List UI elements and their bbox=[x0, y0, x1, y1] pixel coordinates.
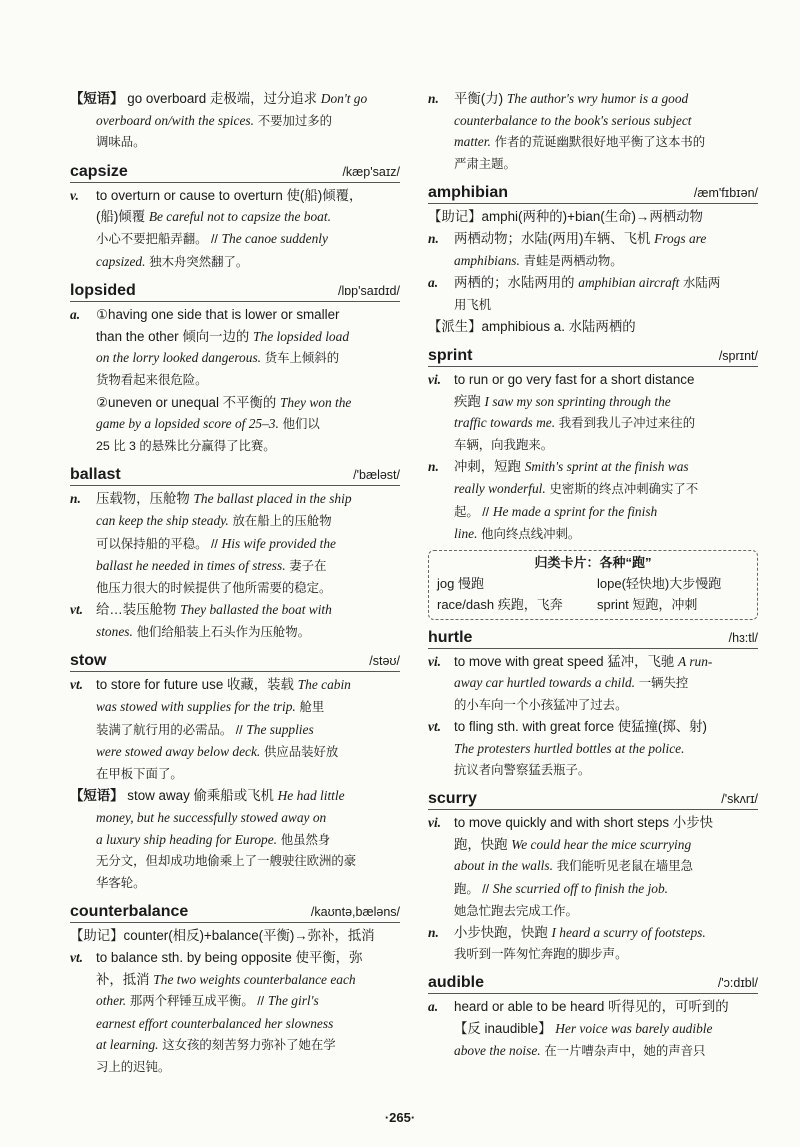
example-en: The supplies bbox=[246, 721, 314, 737]
example-zh: 我听到一阵匆忙奔跑的脚步声。 bbox=[454, 946, 628, 961]
example-en: counterbalance to the book's serious subject bbox=[454, 112, 692, 128]
example-zh: 华客轮。 bbox=[96, 875, 146, 890]
example-en: He had little bbox=[277, 788, 345, 804]
phrase-text: go overboard 走极端，过分追求 bbox=[127, 91, 318, 106]
definition: 补，抵消 bbox=[96, 971, 150, 987]
definition: 给…装压舱物 bbox=[96, 602, 177, 618]
example-zh: 我们能听见老鼠在墙里急 bbox=[556, 859, 693, 874]
example-en: His wife provided the bbox=[221, 535, 336, 551]
pos-label: vt. bbox=[70, 677, 84, 693]
pos-label: n. bbox=[428, 91, 439, 106]
example-zh: 他们给船装上石头作为压舱物。 bbox=[136, 624, 311, 639]
phonetic: /sprɪnt/ bbox=[718, 348, 758, 363]
phrase-text: stow away 偷乘船或飞机 bbox=[127, 788, 274, 804]
definition: to balance sth. by being opposite 使平衡，弥 bbox=[96, 950, 363, 965]
left-column bbox=[70, 88, 400, 1079]
definition: 跑，快跑 bbox=[454, 836, 508, 852]
example-zh: 青蛙是两栖动物。 bbox=[523, 253, 623, 268]
example-en: stones. bbox=[96, 623, 133, 639]
example-en: We could hear the mice scurrying bbox=[511, 836, 692, 852]
example-zh: 妻子在 bbox=[289, 559, 327, 574]
example-en: I heard a scurry of footsteps. bbox=[551, 925, 706, 941]
definition: 两栖的；水陆两用的 bbox=[454, 275, 575, 291]
example-zh: 舱里 bbox=[299, 700, 325, 715]
example-zh: 的小车向一个小孩猛冲了过去。 bbox=[454, 697, 628, 712]
example-zh: 车辆，向我跑来。 bbox=[454, 437, 554, 452]
example-zh: 习上的迟钝。 bbox=[96, 1059, 171, 1074]
example-zh: 货物看起来很危险。 bbox=[96, 372, 208, 387]
example-en: amphibians. bbox=[454, 252, 520, 268]
entry-hurtle bbox=[428, 629, 758, 782]
example-en: game by a lopsided score of 25–3. bbox=[96, 416, 279, 432]
definition: to move with great speed 猛冲，飞驰 bbox=[454, 653, 675, 669]
example-zh: 严肃主题。 bbox=[454, 156, 516, 171]
pos-label: n. bbox=[428, 230, 439, 246]
phonetic: /kaʊntə,bæləns/ bbox=[310, 905, 400, 920]
phrase-block-overboard bbox=[70, 88, 400, 154]
example-en: money, but he successfully stowed away on bbox=[96, 810, 327, 826]
headword-bar bbox=[70, 282, 400, 302]
mnemonic: 【助记】amphi(两种的)+bian(生命)→两栖动物 bbox=[428, 209, 703, 225]
headword: capsize bbox=[70, 162, 128, 180]
example-zh: 小心不要把船弄翻。 // bbox=[96, 231, 218, 246]
pos-label: a. bbox=[428, 999, 439, 1015]
card-item: race/dash 疾跑，飞奔 bbox=[437, 596, 563, 612]
example-zh: 一辆失控 bbox=[638, 676, 689, 691]
entry-scurry bbox=[428, 790, 758, 965]
example-en: She scurried off to finish the job. bbox=[492, 881, 669, 897]
card-item: jog 慢跑 bbox=[437, 575, 484, 591]
example-en: was stowed with supplies for the trip. bbox=[96, 699, 296, 715]
headword: counterbalance bbox=[70, 903, 189, 921]
counterbalance-continued bbox=[428, 88, 758, 175]
pos-label: vi. bbox=[428, 815, 442, 831]
example-en: The protesters hurtled bottles at the police. bbox=[454, 741, 685, 757]
example-en: Smith's sprint at the finish was bbox=[524, 459, 689, 475]
headword-bar bbox=[70, 903, 400, 923]
definition: ①having one side that is lower or smaller bbox=[96, 307, 340, 323]
card-title: 归类卡片：各种“跑” bbox=[534, 554, 652, 570]
pos-label: n. bbox=[70, 491, 81, 507]
example-zh: 可以保持船的平稳。 // bbox=[96, 536, 218, 551]
phrase-label: 【短语】 bbox=[70, 91, 124, 106]
entry-sprint bbox=[428, 347, 758, 546]
example-en: other. bbox=[96, 993, 127, 1009]
example-en: traffic towards me. bbox=[454, 415, 556, 431]
example-en: The author's wry humor is a good bbox=[506, 91, 689, 106]
definition: to store for future use 收藏，装载 bbox=[96, 677, 294, 693]
headword: ballast bbox=[70, 466, 121, 484]
definition: than the other 倾向一边的 bbox=[96, 328, 250, 344]
headword: sprint bbox=[428, 346, 473, 364]
headword-bar bbox=[428, 184, 758, 204]
pos-label: a. bbox=[428, 275, 439, 291]
definition: 疾跑 bbox=[454, 393, 481, 409]
example-en: The girl's bbox=[267, 993, 319, 1009]
headword: stow bbox=[70, 652, 107, 670]
example-en: on the lorry looked dangerous. bbox=[96, 350, 262, 366]
example-zh: 货车上倾斜的 bbox=[264, 351, 340, 366]
example-zh: 起。 // bbox=[454, 504, 490, 519]
headword: amphibian bbox=[428, 184, 509, 202]
entry-ballast bbox=[70, 466, 400, 643]
example-zh: 我看到我儿子冲过来往的 bbox=[558, 416, 696, 431]
example-zh: 无分文，但却成功地偷乘上了一艘驶往欧洲的豪 bbox=[96, 854, 357, 869]
definition: to overturn or cause to overturn 使(船)倾覆， bbox=[96, 187, 363, 203]
example-en: The two weights counterbalance each bbox=[153, 971, 356, 987]
definition: 冲刺，短跑 bbox=[454, 459, 521, 475]
phonetic: /kæp'saɪz/ bbox=[342, 164, 400, 179]
card-item: lope(轻快地)大步慢跑 bbox=[597, 575, 722, 591]
example-zh: 在甲板下面了。 bbox=[96, 766, 183, 781]
card-row bbox=[437, 573, 749, 594]
phonetic: /hɜ:tl/ bbox=[728, 630, 758, 645]
antonym: 【反 inaudible】 bbox=[454, 1021, 552, 1036]
definition: to fling sth. with great force 使猛撞(掷、射) bbox=[454, 719, 708, 735]
example-zh: 用飞机 bbox=[454, 297, 492, 312]
definition: 小步快跑，快跑 bbox=[454, 925, 548, 941]
pos-label: vt. bbox=[70, 950, 84, 965]
example-zh: 抗议者向警察猛丢瓶子。 bbox=[454, 762, 591, 777]
derivative: 【派生】amphibious a. 水陆两栖的 bbox=[428, 319, 636, 335]
pos-label: n. bbox=[428, 459, 439, 475]
phonetic: /stəʊ/ bbox=[369, 654, 400, 669]
example-zh: 作者的荒诞幽默很好地平衡了这本书的 bbox=[494, 135, 706, 150]
example-zh: 装满了航行用的必需品。 // bbox=[96, 722, 243, 737]
headword-bar bbox=[428, 974, 758, 994]
example-zh: 25 比 3 的悬殊比分赢得了比赛。 bbox=[96, 438, 276, 453]
headword-bar bbox=[70, 163, 400, 183]
card-item: sprint 短跑，冲刺 bbox=[597, 596, 698, 612]
definition: 压载物，压舱物 bbox=[96, 491, 190, 507]
example-zh: 他压力很大的时候提供了他所需要的稳定。 bbox=[96, 580, 332, 595]
example-en: They won the bbox=[279, 394, 352, 410]
category-card bbox=[428, 550, 758, 620]
example-en: earnest effort counterbalanced her slowness bbox=[96, 1015, 334, 1031]
example-zh: 他虽然身 bbox=[280, 832, 331, 847]
entry-audible bbox=[428, 974, 758, 1062]
headword: hurtle bbox=[428, 628, 473, 646]
entry-capsize bbox=[70, 163, 400, 273]
example-en: A run- bbox=[678, 653, 713, 669]
definition: 两栖动物；水陆(两用)车辆、飞机 bbox=[454, 230, 651, 246]
headword-bar bbox=[428, 629, 758, 649]
definition: to move quickly and with short steps 小步快 bbox=[454, 815, 713, 831]
definition: (船)倾覆 bbox=[96, 209, 146, 225]
definition: ②uneven or unequal 不平衡的 bbox=[96, 394, 277, 410]
headword-bar bbox=[428, 790, 758, 810]
example-en: amphibian aircraft bbox=[578, 275, 680, 291]
definition: 平衡(力) bbox=[454, 91, 504, 106]
example-en: really wonderful. bbox=[454, 480, 546, 496]
example-en: about in the walls. bbox=[454, 858, 553, 874]
example-zh: 他们以 bbox=[282, 417, 320, 432]
example-zh: 供应品装好放 bbox=[263, 745, 339, 760]
example-en: The cabin bbox=[297, 677, 351, 693]
example-zh: 她急忙跑去完成工作。 bbox=[454, 903, 578, 918]
definition: heard or able to be heard 听得见的，可听到的 bbox=[454, 999, 729, 1015]
phrase-label: 【短语】 bbox=[70, 788, 124, 804]
example-zh: 放在船上的压舱物 bbox=[232, 513, 332, 528]
card-row bbox=[437, 594, 749, 615]
example-en: above the noise. bbox=[454, 1042, 541, 1058]
example-en: were stowed away below deck. bbox=[96, 744, 261, 760]
headword-bar bbox=[428, 347, 758, 367]
example-en: a luxury ship heading for Europe. bbox=[96, 831, 278, 847]
example-zh: 那两个秤锤互成平衡。 // bbox=[129, 994, 265, 1009]
pos-label: vt. bbox=[428, 719, 442, 735]
pos-label: vi. bbox=[428, 371, 442, 387]
phonetic: /'bæləst/ bbox=[353, 468, 400, 483]
example-en: I saw my son sprinting through the bbox=[484, 393, 671, 409]
example-en: away car hurtled towards a child. bbox=[454, 675, 636, 691]
example-zh: 这女孩的刻苦努力弥补了她在学 bbox=[162, 1038, 336, 1053]
pos-label: v. bbox=[70, 187, 79, 203]
example-zh: 在一片嘈杂声中，她的声音只 bbox=[544, 1043, 706, 1058]
headword: audible bbox=[428, 974, 485, 992]
example-en: matter. bbox=[454, 134, 491, 150]
example-zh: 不要加过多的 bbox=[257, 113, 333, 128]
example-en: Her voice was barely audible bbox=[555, 1021, 713, 1036]
headword-bar bbox=[70, 466, 400, 486]
example-en: overboard on/with the spices. bbox=[96, 112, 254, 128]
right-column bbox=[428, 88, 758, 1062]
entry-counterbalance bbox=[70, 903, 400, 1078]
example-zh: 调味品。 bbox=[96, 135, 146, 150]
headword-bar bbox=[70, 652, 400, 672]
entry-lopsided bbox=[70, 282, 400, 457]
example-en: ballast he needed in times of stress. bbox=[96, 558, 286, 574]
headword: lopsided bbox=[70, 282, 136, 300]
example-en: can keep the ship steady. bbox=[96, 512, 229, 528]
pos-label: vi. bbox=[428, 653, 442, 669]
phonetic: /'ɔ:dɪbl/ bbox=[717, 976, 758, 991]
example-zh: 史密斯的终点冲刺确实了不 bbox=[549, 481, 699, 496]
page-number: ·265· bbox=[384, 1110, 416, 1125]
example-zh: 跑。 // bbox=[454, 882, 490, 897]
example-en: The ballast placed in the ship bbox=[193, 491, 352, 507]
example-en: The canoe suddenly bbox=[221, 230, 328, 246]
example-en: He made a sprint for the finish bbox=[492, 503, 658, 519]
example-zh: 水陆两 bbox=[683, 276, 721, 291]
entry-stow bbox=[70, 652, 400, 894]
example-en: line. bbox=[454, 526, 478, 542]
example-en: capsized. bbox=[96, 253, 146, 269]
example-en: Frogs are bbox=[654, 230, 707, 246]
definition: to run or go very fast for a short distance bbox=[454, 371, 695, 387]
example-en: Be careful not to capsize the boat. bbox=[148, 209, 331, 225]
entry-amphibian bbox=[428, 184, 758, 338]
example-zh: 他向终点线冲刺。 bbox=[481, 527, 581, 542]
mnemonic: 【助记】counter(相反)+balance(平衡)→弥补，抵消 bbox=[70, 928, 375, 944]
headword: scurry bbox=[428, 790, 477, 808]
example-en: The lopsided load bbox=[253, 328, 350, 344]
pos-label: n. bbox=[428, 925, 439, 941]
phonetic: /'skʌrɪ/ bbox=[721, 792, 758, 807]
pos-label: a. bbox=[70, 307, 81, 323]
example-en: They ballasted the boat with bbox=[180, 602, 332, 618]
phonetic: /æm'fɪbɪən/ bbox=[693, 186, 758, 201]
pos-label: vt. bbox=[70, 602, 84, 618]
phonetic: /lɒp'saɪdɪd/ bbox=[337, 284, 400, 299]
example-zh: 独木舟突然翻了。 bbox=[149, 254, 249, 269]
example-en: at learning. bbox=[96, 1037, 159, 1053]
example-en: Don't go bbox=[320, 91, 368, 106]
